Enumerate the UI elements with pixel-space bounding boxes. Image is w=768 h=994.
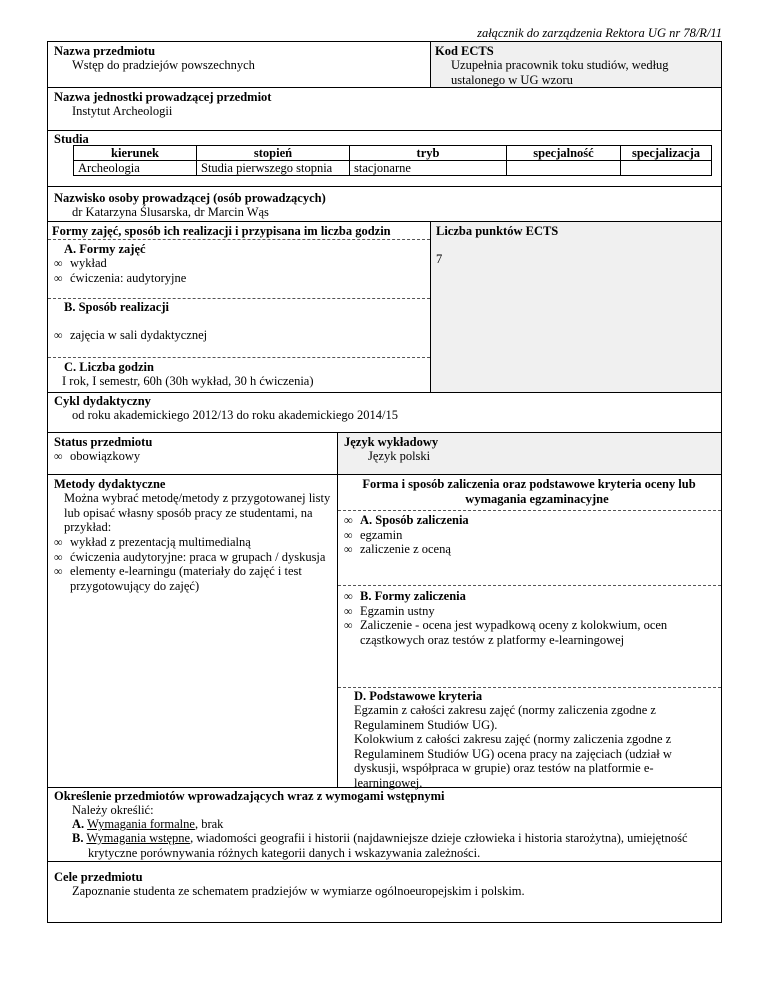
studies-cell	[47, 130, 722, 187]
assessment-b-title: ∞ B. Formy zaliczenia	[344, 589, 714, 604]
unit-value: Instytut Archeologii	[72, 104, 173, 118]
methods-intro: Można wybrać metodę/metody z przygotowanej listy lub opisać własny sposób pracy ze studentami, na przykład:	[64, 491, 331, 535]
forms-a-list	[54, 256, 186, 285]
methods-item: ∞ wykład z prezentacją multimedialną	[54, 535, 326, 550]
prerequisites-b-value: , wiadomości geografii i historii (najdawniejsze dzieje człowieka i historia starożytna), umiejętność krytyczne porównywania różnych kategorii danych i wskazywania zależności.	[88, 831, 688, 860]
unit-label: Nazwa jednostki prowadzącej przedmiot	[54, 90, 272, 104]
ects-code-label: Kod ECTS	[435, 44, 494, 58]
assessment-label	[344, 477, 714, 506]
ects-points-label: Liczba punktów ECTS	[436, 224, 559, 238]
forms-a-item: ∞ ćwiczenia: audytoryjne	[54, 271, 186, 286]
goals-label: Cele przedmiotu	[54, 870, 143, 884]
prerequisites-label: Określenie przedmiotów wprowadzających wraz z wymogami wstępnymi	[54, 789, 445, 803]
prerequisites-a-prefix: A.	[72, 817, 85, 831]
prerequisites-a-value: , brak	[194, 817, 224, 831]
assessment-a-item: ∞ zaliczenie z oceną	[344, 542, 714, 557]
forms-label: Formy zajęć, sposób ich realizacji i przypisana im liczba godzin	[52, 224, 391, 238]
assessment-b-list	[344, 589, 714, 647]
prerequisites-intro: Należy określić:	[72, 803, 154, 817]
assessment-b-item: ∞ Zaliczenie - ocena jest wypadkową oceny z kolokwium, ocen cząstkowych oraz testów z platformy e-learningowej	[344, 618, 714, 647]
forms-a-title: A. Formy zajęć	[64, 242, 146, 256]
assessment-a-title: ∞ A. Sposób zaliczenia	[344, 513, 714, 528]
methods-list	[54, 535, 326, 593]
forms-b-title: B. Sposób realizacji	[64, 300, 169, 314]
goals-cell	[47, 861, 722, 923]
language-cell	[337, 432, 722, 475]
specjalnosc-header: specjalność	[507, 146, 621, 161]
goals-value: Zapoznanie studenta ze schematem pradziejów w wymiarze ogólnoeuropejskim i polskim.	[72, 884, 525, 898]
lecturers-value: dr Katarzyna Ślusarska, dr Marcin Wąs	[72, 205, 269, 219]
status-label: Status przedmiotu	[54, 435, 153, 449]
stopien-value: Studia pierwszego stopnia	[197, 161, 350, 176]
assessment-label-text: Forma i sposób zaliczenia oraz podstawowe kryteria oceny lub wymagania egzaminacyjne	[362, 477, 696, 506]
assessment-d-text	[354, 703, 698, 791]
subject-cell	[47, 41, 431, 88]
tryb-header: tryb	[350, 146, 507, 161]
assessment-d-text-1: Egzamin z całości zakresu zajęć (normy zaliczenia zgodne z Regulaminem Studiów UG).	[354, 703, 656, 732]
prerequisites-b	[72, 831, 732, 860]
stopien-header: stopień	[197, 146, 350, 161]
assessment-d-text-2: Kolokwium z całości zakresu zajęć (normy zaliczenia zgodne z Regulaminem Studiów UG) ocena pracy na zajęciach (udział w dyskusji, współpraca w grupie) oraz testów na platformie e-learningowej.	[354, 732, 672, 790]
ects-code-value: Uzupełnia pracownik toku studiów, według ustalonego w UG wzoru	[451, 58, 669, 87]
forms-c-value: I rok, I semestr, 60h (30h wykład, 30 h ćwiczenia)	[62, 374, 314, 388]
methods-item: ∞ ćwiczenia audytoryjne: praca w grupach / dyskusja	[54, 550, 326, 565]
forms-b-list	[54, 328, 207, 343]
methods-item: ∞ elementy e-learningu (materiały do zajęć i test przygotowujący do zajęć)	[54, 564, 326, 593]
prerequisites-b-link: Wymagania wstępne	[86, 831, 191, 845]
language-value: Język polski	[368, 449, 431, 463]
language-label: Język wykładowy	[344, 435, 439, 449]
forms-b-item: ∞ zajęcia w sali dydaktycznej	[54, 328, 207, 343]
cycle-value: od roku akademickiego 2012/13 do roku akademickiego 2014/15	[72, 408, 398, 422]
prerequisites-a	[72, 817, 712, 832]
status-list	[54, 449, 140, 464]
specjalizacja-value	[621, 161, 712, 176]
ects-points-value: 7	[436, 252, 443, 266]
methods-label: Metody dydaktyczne	[54, 477, 166, 491]
prerequisites-b-prefix: B.	[72, 831, 84, 845]
forms-cell	[47, 221, 722, 393]
kierunek-value: Archeologia	[74, 161, 197, 176]
cycle-label: Cykl dydaktyczny	[54, 394, 151, 408]
forms-c-title: C. Liczba godzin	[64, 360, 154, 374]
prerequisites-a-link: Wymagania formalne	[87, 817, 195, 831]
studies-table	[73, 145, 712, 176]
cycle-cell	[47, 392, 722, 433]
assessment-a-item: ∞ egzamin	[344, 528, 714, 543]
subject-value: Wstęp do pradziejów powszechnych	[72, 58, 255, 72]
header-note: załącznik do zarządzenia Rektora UG nr 78/R/11	[477, 26, 722, 40]
tryb-value: stacjonarne	[350, 161, 507, 176]
subject-label: Nazwa przedmiotu	[54, 44, 156, 58]
ects-points-background	[430, 222, 721, 392]
ects-code-cell	[430, 41, 722, 88]
kierunek-header: kierunek	[74, 146, 197, 161]
status-value: ∞ obowiązkowy	[54, 449, 140, 464]
prerequisites-cell	[47, 787, 722, 862]
forms-a-item: ∞ wykład	[54, 256, 186, 271]
specjalnosc-value	[507, 161, 621, 176]
unit-cell	[47, 87, 722, 131]
studies-label: Studia	[54, 132, 89, 146]
lecturers-label: Nazwisko osoby prowadzącej (osób prowadzących)	[54, 191, 326, 205]
assessment-a-list	[344, 513, 714, 557]
specjalizacja-header: specjalizacja	[621, 146, 712, 161]
assessment-d-title: D. Podstawowe kryteria	[354, 689, 483, 703]
methods-cell	[47, 474, 338, 788]
assessment-b-item: ∞ Egzamin ustny	[344, 604, 714, 619]
assessment-cell	[337, 474, 722, 788]
status-cell	[47, 432, 338, 475]
lecturers-cell	[47, 186, 722, 222]
